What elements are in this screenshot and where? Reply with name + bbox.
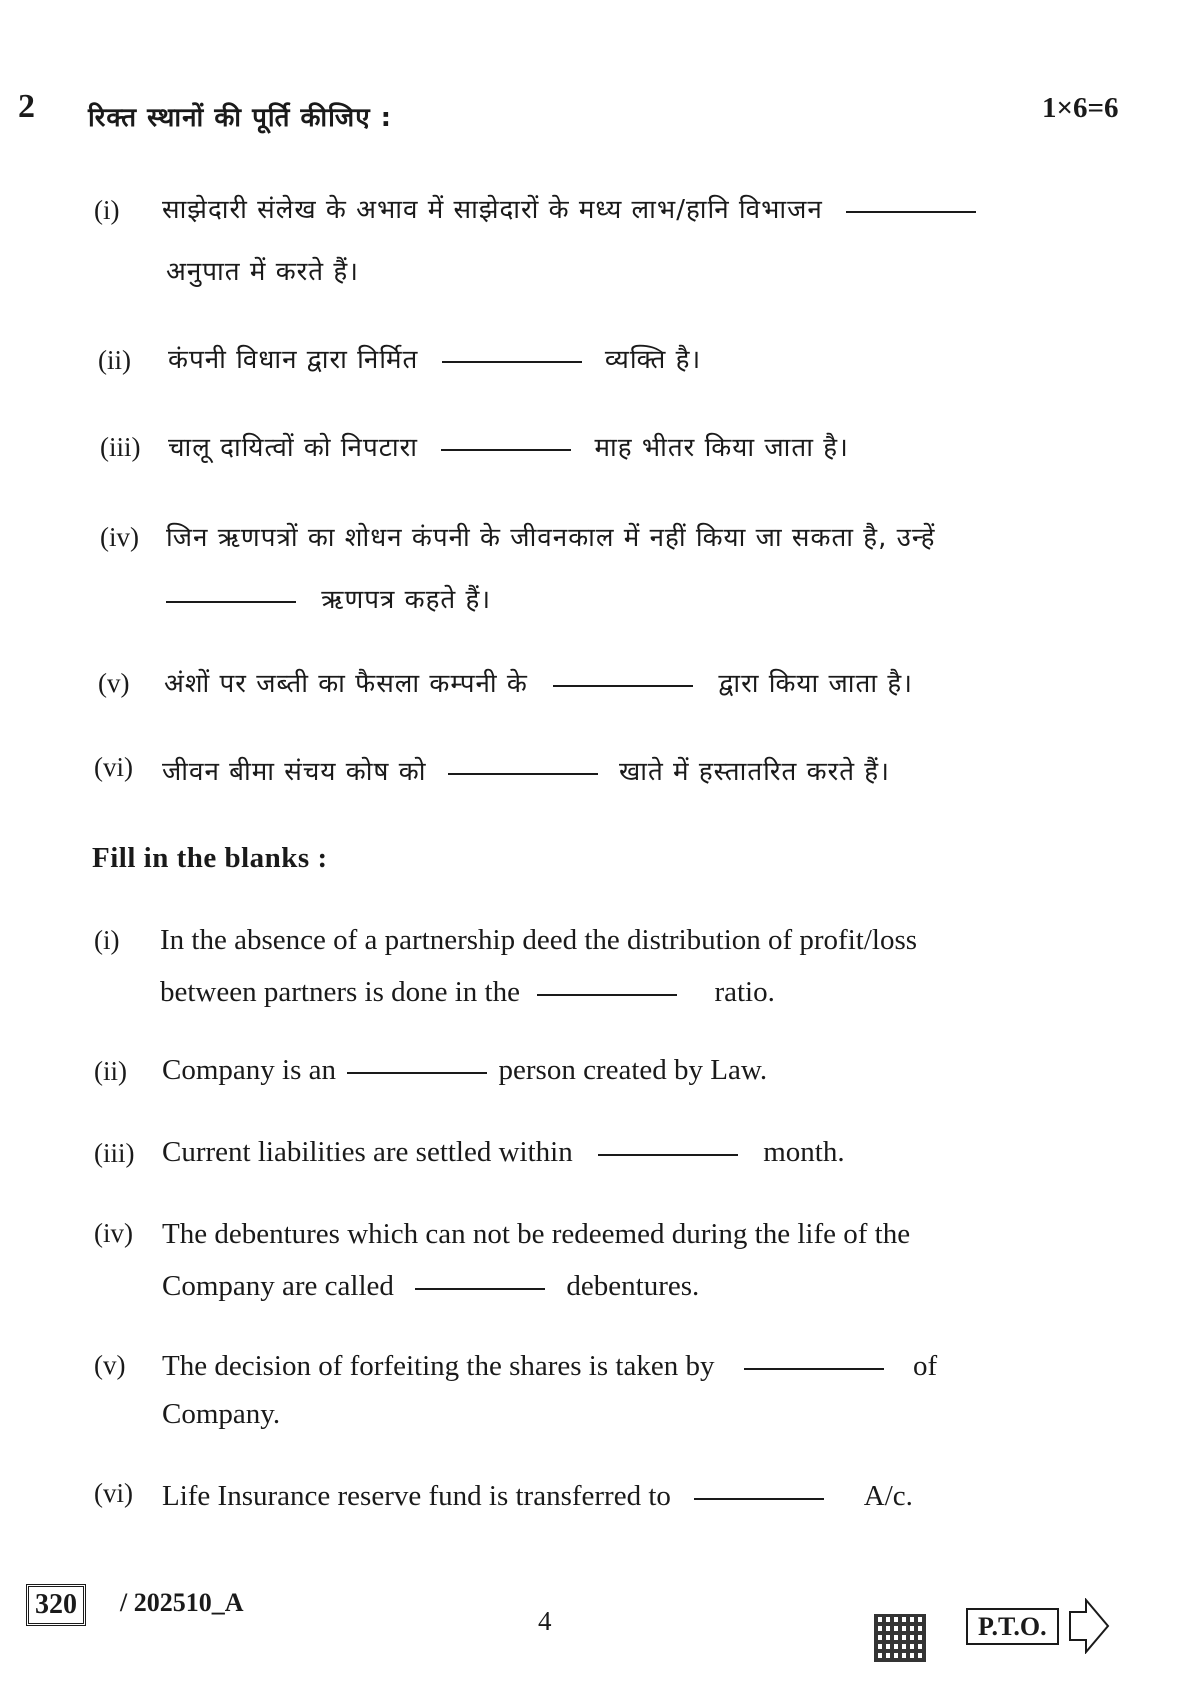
hindi-item-text-part: कंपनी विधान द्वारा निर्मित [168, 345, 419, 375]
answer-blank[interactable] [598, 1152, 738, 1156]
english-item-text-part: debentures. [566, 1270, 700, 1302]
english-item-number: (iv) [94, 1218, 133, 1248]
hindi-item-text [162, 190, 976, 226]
english-item-number: (v) [94, 1350, 126, 1380]
answer-blank[interactable] [694, 1496, 824, 1500]
english-item-text-part: Company are called [162, 1270, 394, 1302]
answer-blank[interactable] [166, 599, 296, 603]
hindi-item-text [166, 580, 491, 616]
hindi-item-number: (ii) [98, 345, 131, 375]
pto-indicator [966, 1612, 1059, 1642]
hindi-item-text-part: साझेदारी संलेख के अभाव में साझेदारों के मध्य लाभ/हानि विभाजन [162, 195, 823, 225]
english-item-text [162, 1350, 937, 1383]
hindi-item-text [162, 752, 890, 788]
english-item-text-part: person created by Law. [498, 1054, 768, 1086]
english-item-text-part: of [912, 1350, 938, 1382]
hindi-item-number: (v) [98, 668, 130, 698]
page-number: 4 [538, 1606, 552, 1636]
english-item-text-part: Current liabilities are settled within [162, 1136, 573, 1168]
english-item-text [162, 1054, 767, 1087]
hindi-item-text-part: माह भीतर किया जाता है। [594, 433, 849, 463]
english-item-number: (ii) [94, 1056, 127, 1086]
hindi-item-number: (iii) [100, 432, 141, 462]
hindi-item-number: (iv) [100, 522, 139, 552]
english-item-text-part: Company is an [162, 1054, 336, 1086]
english-item-text [162, 1480, 913, 1513]
hindi-item-text: अनुपात में करते हैं। [166, 257, 360, 287]
answer-blank[interactable] [441, 447, 571, 451]
arrow-right-icon [1068, 1598, 1110, 1654]
answer-blank[interactable] [553, 683, 693, 687]
english-item-number: (i) [94, 925, 120, 955]
hindi-item-text: जिन ऋणपत्रों का शोधन कंपनी के जीवनकाल में नहीं किया जा सकता है, उन्हें [166, 523, 936, 553]
hindi-item-number: (i) [94, 195, 120, 225]
answer-blank[interactable] [415, 1286, 545, 1290]
english-item-text: In the absence of a partnership deed the distribution of profit/loss [160, 924, 918, 956]
marks-label: 1×6=6 [1042, 92, 1119, 124]
english-item-text-part: The decision of forfeiting the shares is taken by [162, 1350, 715, 1382]
english-item-text-part: ratio. [714, 976, 775, 1008]
hindi-item-text-part: ऋणपत्र कहते हैं। [321, 585, 492, 615]
hindi-item-text-part: खाते में हस्तातरित करते हैं। [618, 757, 890, 787]
english-heading: Fill in the blanks : [92, 842, 328, 874]
paper-number-box: 320 [26, 1584, 86, 1626]
hindi-item-text-part: व्यक्ति है। [604, 345, 702, 375]
english-item-number: (vi) [94, 1478, 133, 1508]
english-item-text [162, 1270, 699, 1303]
answer-blank[interactable] [442, 359, 582, 363]
english-item-text-part: A/c. [863, 1480, 913, 1512]
hindi-item-text [168, 428, 849, 464]
question-number: 2 [18, 88, 35, 125]
answer-blank[interactable] [537, 992, 677, 996]
paper-code: / 202510_A [120, 1588, 244, 1617]
answer-blank[interactable] [846, 209, 976, 213]
english-item-text [160, 976, 775, 1009]
hindi-item-text-part: जीवन बीमा संचय कोष को [162, 757, 427, 787]
english-item-text [162, 1136, 845, 1169]
hindi-item-text [168, 340, 701, 376]
hindi-item-text-part: अंशों पर जब्ती का फैसला कम्पनी के [164, 669, 528, 699]
hindi-item-text-part: चालू दायित्वों को निपटारा [168, 433, 418, 463]
english-item-number: (iii) [94, 1138, 135, 1168]
answer-blank[interactable] [347, 1070, 487, 1074]
qr-code-icon [874, 1614, 926, 1662]
question-heading-hindi: रिक्त स्थानों की पूर्ति कीजिए : [88, 103, 393, 133]
hindi-item-text-part: द्वारा किया जाता है। [718, 669, 913, 699]
english-item-text-part: between partners is done in the [160, 976, 520, 1008]
english-item-text-part: month. [763, 1136, 845, 1168]
answer-blank[interactable] [448, 771, 598, 775]
pto-label: P.T.O. [966, 1608, 1059, 1645]
hindi-item-number: (vi) [94, 752, 133, 782]
hindi-item-text [164, 664, 913, 700]
english-item-text: The debentures which can not be redeemed during the life of the [162, 1218, 911, 1250]
answer-blank[interactable] [744, 1366, 884, 1370]
english-item-text-part: Life Insurance reserve fund is transferred to [162, 1480, 671, 1512]
english-item-text: Company. [162, 1398, 281, 1430]
